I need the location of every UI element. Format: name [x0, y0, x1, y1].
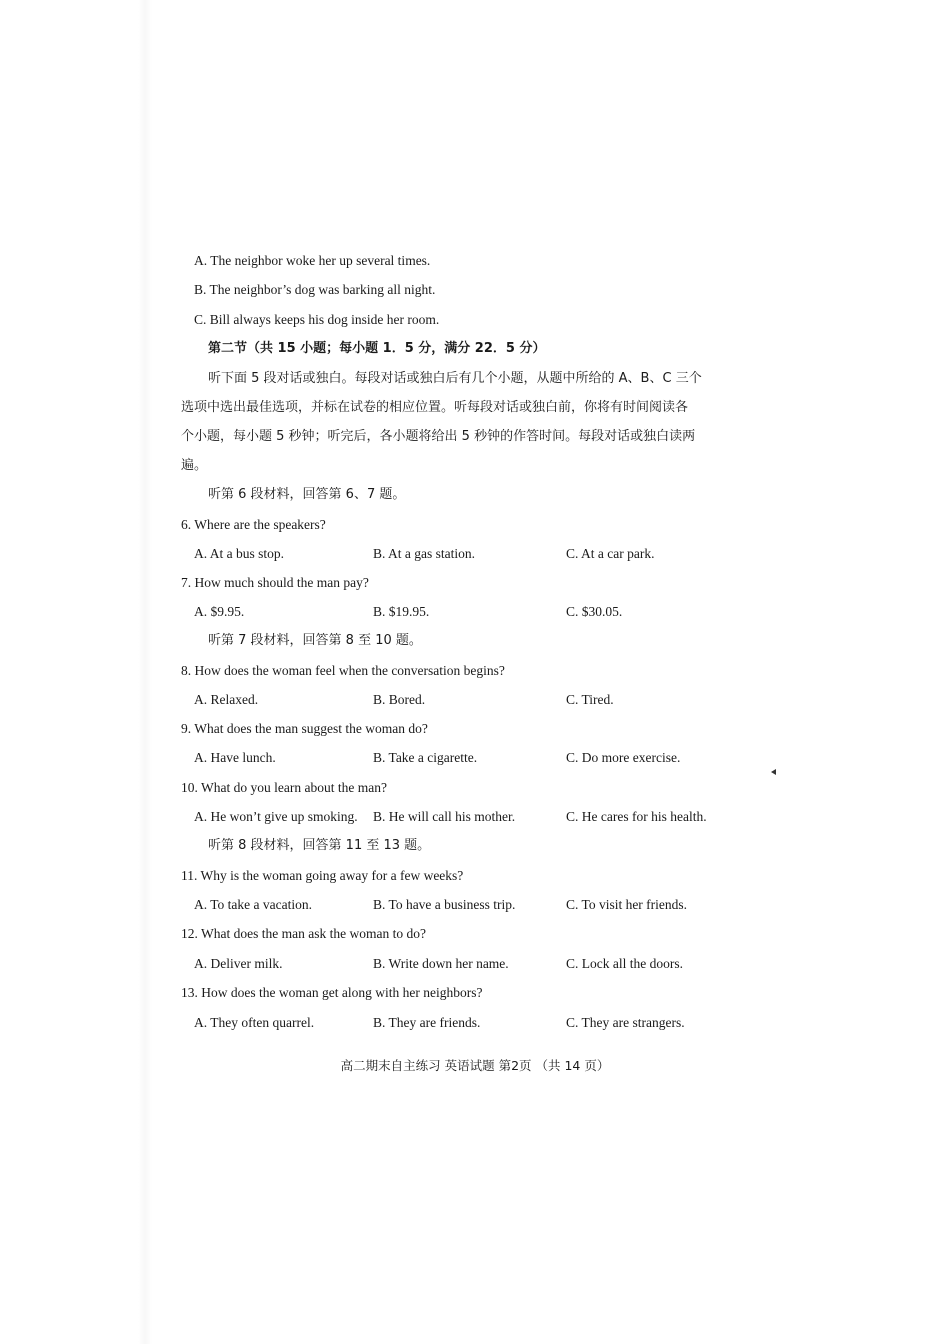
- q10-option-c: C. He cares for his health.: [566, 809, 707, 824]
- question-9: 9. What does the man suggest the woman do?: [181, 721, 428, 736]
- q8-option-a: A. Relaxed.: [194, 692, 259, 707]
- section-heading: 第二节（共 15 小题；每小题 1．5 分，满分 22．5 分）: [208, 341, 546, 356]
- instruction-line: 选项中选出最佳选项，并标在试卷的相应位置。听每段对话或独白前，你将有时间阅读各: [181, 400, 689, 415]
- q8-option-c: C. Tired.: [566, 692, 614, 707]
- q12-option-c: C. Lock all the doors.: [566, 956, 683, 971]
- q12-option-a: A. Deliver milk.: [194, 956, 283, 971]
- q9-option-c: C. Do more exercise.: [566, 750, 681, 765]
- page-footer: 高二期末自主练习 英语试题 第2页 （共 14 页）: [340, 1058, 610, 1073]
- instruction-line: 个小题，每小题 5 秒钟；听完后，各小题将给出 5 秒钟的作答时间。每段对话或独白读两: [181, 429, 696, 444]
- material-7-header: 听第 7 段材料，回答第 8 至 10 题。: [208, 633, 422, 648]
- q6-option-c: C. At a car park.: [566, 546, 655, 561]
- instruction-line: 听下面 5 段对话或独白。每段对话或独白后有几个小题，从题中所给的 A、B、C 三个: [208, 371, 702, 386]
- q11-option-c: C. To visit her friends.: [566, 897, 688, 912]
- question-13: 13. How does the woman get along with her neighbors?: [181, 985, 483, 1000]
- q12-option-b: B. Write down her name.: [373, 956, 509, 971]
- material-8-header: 听第 8 段材料，回答第 11 至 13 题。: [208, 838, 431, 853]
- scan-mark: [771, 769, 776, 775]
- question-10: 10. What do you learn about the man?: [181, 780, 387, 795]
- q13-option-a: A. They often quarrel.: [194, 1015, 315, 1030]
- q10-option-b: B. He will call his mother.: [373, 809, 516, 824]
- question-12: 12. What does the man ask the woman to do?: [181, 926, 426, 941]
- instruction-line: 遍。: [181, 458, 208, 473]
- q5-option-c: C. Bill always keeps his dog inside her room.: [194, 312, 440, 327]
- q7-option-a: A. $9.95.: [194, 604, 245, 619]
- question-6: 6. Where are the speakers?: [181, 517, 326, 532]
- q5-option-b: B. The neighbor’s dog was barking all night.: [194, 282, 436, 297]
- q9-option-a: A. Have lunch.: [194, 750, 276, 765]
- q11-option-b: B. To have a business trip.: [373, 897, 516, 912]
- q6-option-a: A. At a bus stop.: [194, 546, 285, 561]
- q6-option-b: B. At a gas station.: [373, 546, 475, 561]
- q13-option-b: B. They are friends.: [373, 1015, 481, 1030]
- question-11: 11. Why is the woman going away for a few weeks?: [181, 868, 464, 883]
- q5-option-a: A. The neighbor woke her up several times.: [194, 253, 431, 268]
- material-6-header: 听第 6 段材料，回答第 6、7 题。: [208, 487, 406, 502]
- question-7: 7. How much should the man pay?: [181, 575, 369, 590]
- q8-option-b: B. Bored.: [373, 692, 426, 707]
- scan-shadow: [138, 0, 152, 1344]
- q9-option-b: B. Take a cigarette.: [373, 750, 478, 765]
- q13-option-c: C. They are strangers.: [566, 1015, 685, 1030]
- q10-option-a: A. He won’t give up smoking.: [194, 809, 358, 824]
- q11-option-a: A. To take a vacation.: [194, 897, 313, 912]
- question-8: 8. How does the woman feel when the conversation begins?: [181, 663, 505, 678]
- q7-option-b: B. $19.95.: [373, 604, 430, 619]
- q7-option-c: C. $30.05.: [566, 604, 623, 619]
